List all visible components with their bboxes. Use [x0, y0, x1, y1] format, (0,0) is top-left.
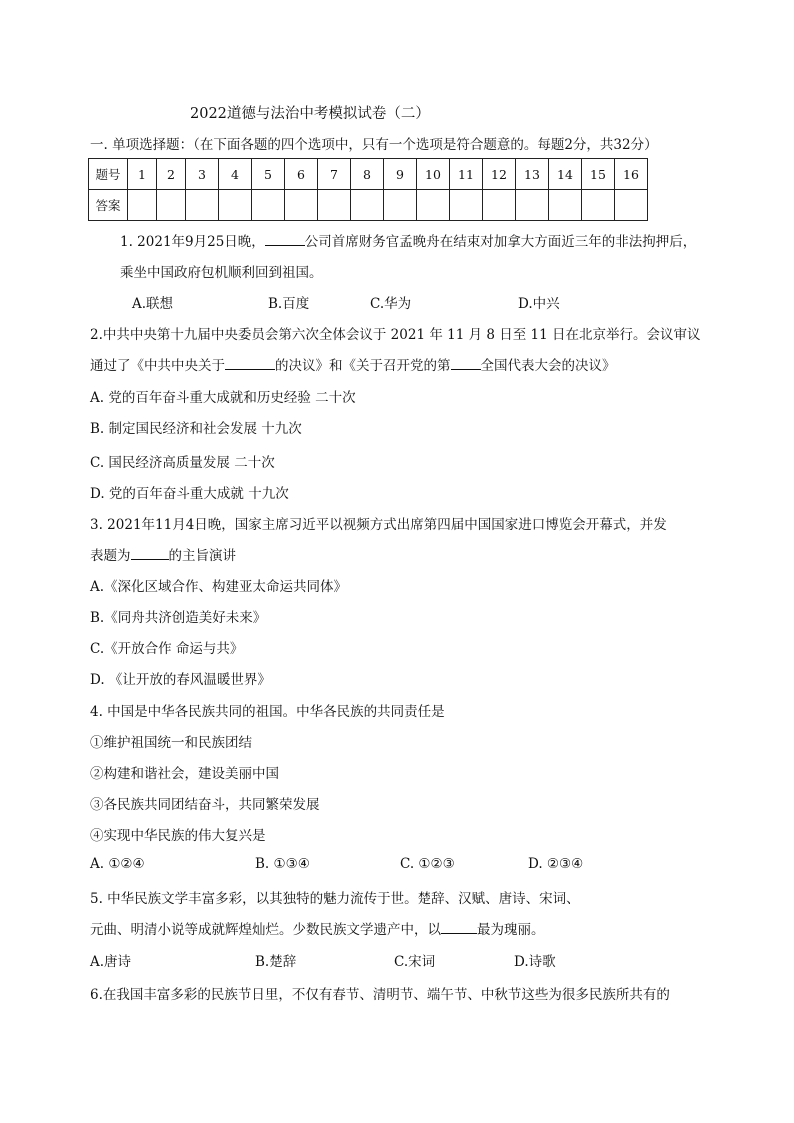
table-cell-number: 15	[582, 159, 615, 190]
answer-cell[interactable]	[615, 190, 648, 221]
question-1-text: 1. 2021年9月25日晚， 公司首席财务官孟晚舟在结束对加拿大方面近三年的非法拘押后，	[120, 234, 697, 250]
q3-option-c[interactable]: C.《开放合作 命运与共》	[90, 641, 244, 657]
answer-cell[interactable]	[483, 190, 516, 221]
answer-cell[interactable]	[516, 190, 549, 221]
q5-option-c[interactable]: C.宋词	[394, 954, 436, 970]
q2-option-c[interactable]: C. 国民经济高质量发展 二十次	[90, 455, 275, 471]
question-3-text-2: 表题为 的主旨演讲	[90, 548, 236, 564]
answer-cell[interactable]	[450, 190, 483, 221]
table-cell-number: 5	[252, 159, 285, 190]
q5-option-a[interactable]: A.唐诗	[90, 954, 132, 970]
answer-table	[88, 158, 648, 221]
q4-statement-3: ③各民族共同团结奋斗，共同繁荣发展	[90, 797, 320, 813]
answer-blank	[451, 357, 481, 370]
table-cell-number: 13	[516, 159, 549, 190]
table-cell-number: 14	[549, 159, 582, 190]
answer-cell[interactable]	[186, 190, 219, 221]
answer-blank	[131, 547, 169, 560]
table-row-numbers	[89, 159, 648, 190]
answer-cell[interactable]	[318, 190, 351, 221]
q1-option-a[interactable]: A.联想	[132, 296, 174, 312]
question-5-text: 5. 中华民族文学丰富多彩，以其独特的魅力流传于世。楚辞、汉赋、唐诗、宋词、	[90, 891, 580, 907]
page-title: 2022道德与法治中考模拟试卷（二）	[190, 106, 430, 122]
answer-cell[interactable]	[252, 190, 285, 221]
q1-option-c[interactable]: C.华为	[370, 296, 412, 312]
question-2-text: 2.中共中央第十九届中央委员会第六次全体会议于 2021 年 11 月 8 日至 11 日在北京举行。会议审议	[90, 327, 701, 343]
answer-cell[interactable]	[285, 190, 318, 221]
answer-cell[interactable]	[157, 190, 186, 221]
table-cell-number: 10	[417, 159, 450, 190]
q3-option-a[interactable]: A.《深化区域合作、构建亚太命运共同体》	[90, 579, 348, 595]
answer-cell[interactable]	[128, 190, 157, 221]
q4-option-b[interactable]: B. ①③④	[255, 856, 310, 872]
q4-option-a[interactable]: A. ①②④	[90, 856, 145, 872]
question-3-text: 3. 2021年11月4日晚，国家主席习近平以视频方式出席第四届中国国家进口博览会开幕式，并发	[90, 517, 667, 533]
q4-statement-1: ①维护祖国统一和民族团结	[90, 735, 252, 751]
table-cell-number: 8	[351, 159, 384, 190]
table-cell-number: 1	[128, 159, 157, 190]
table-cell-number: 12	[483, 159, 516, 190]
question-6-text: 6.在我国丰富多彩的民族节日里，不仅有春节、清明节、端午节、中秋节这些为很多民族所共有的	[90, 987, 670, 1003]
q1-option-d[interactable]: D.中兴	[518, 296, 560, 312]
answer-cell[interactable]	[549, 190, 582, 221]
question-4-text: 4. 中国是中华各民族共同的祖国。中华各民族的共同责任是	[90, 704, 445, 720]
q2-option-d[interactable]: D. 党的百年奋斗重大成就 十九次	[90, 486, 289, 502]
question-1-text-2: 乘坐中国政府包机顺利回到祖国。	[120, 265, 323, 281]
table-cell-number: 16	[615, 159, 648, 190]
q4-option-d[interactable]: D. ②③④	[528, 856, 584, 872]
table-cell-number: 9	[384, 159, 417, 190]
table-cell-number: 4	[219, 159, 252, 190]
q3-option-d[interactable]: D. 《让开放的春风温暖世界》	[90, 672, 271, 688]
answer-blank	[225, 357, 275, 370]
q2-option-a[interactable]: A. 党的百年奋斗重大成就和历史经验 二十次	[90, 390, 356, 406]
table-cell-number: 6	[285, 159, 318, 190]
answer-cell[interactable]	[384, 190, 417, 221]
q2-option-b[interactable]: B. 制定国民经济和社会发展 十九次	[90, 421, 302, 437]
answer-cell[interactable]	[219, 190, 252, 221]
answer-cell[interactable]	[582, 190, 615, 221]
table-cell-number: 3	[186, 159, 219, 190]
q5-option-d[interactable]: D.诗歌	[514, 954, 556, 970]
answer-cell[interactable]	[417, 190, 450, 221]
table-row-answers	[89, 190, 648, 221]
q4-statement-4: ④实现中华民族的伟大复兴是	[90, 828, 266, 844]
q5-option-b[interactable]: B.楚辞	[255, 954, 297, 970]
table-cell-number: 2	[157, 159, 186, 190]
table-header-label: 题号	[89, 159, 128, 190]
q4-option-c[interactable]: C. ①②③	[400, 856, 455, 872]
q3-option-b[interactable]: B.《同舟共济创造美好未来》	[90, 610, 267, 626]
question-5-text-2: 元曲、明清小说等成就辉煌灿烂。少数民族文学遗产中，以 最为瑰丽。	[90, 922, 545, 938]
question-2-text-2: 通过了《中共中央关于 的决议》和《关于召开党的第 全国代表大会的决议》	[90, 358, 616, 374]
answer-blank	[265, 233, 305, 246]
q4-statement-2: ②构建和谐社会，建设美丽中国	[90, 766, 279, 782]
answer-cell[interactable]	[351, 190, 384, 221]
section-heading: 一. 单项选择题：（在下面各题的四个选项中，只有一个选项是符合题意的。每题2分，共32分）	[90, 137, 658, 153]
table-cell-number: 7	[318, 159, 351, 190]
answer-blank	[441, 921, 477, 934]
table-answer-label: 答案	[89, 190, 128, 221]
q1-option-b[interactable]: B.百度	[268, 296, 310, 312]
table-cell-number: 11	[450, 159, 483, 190]
